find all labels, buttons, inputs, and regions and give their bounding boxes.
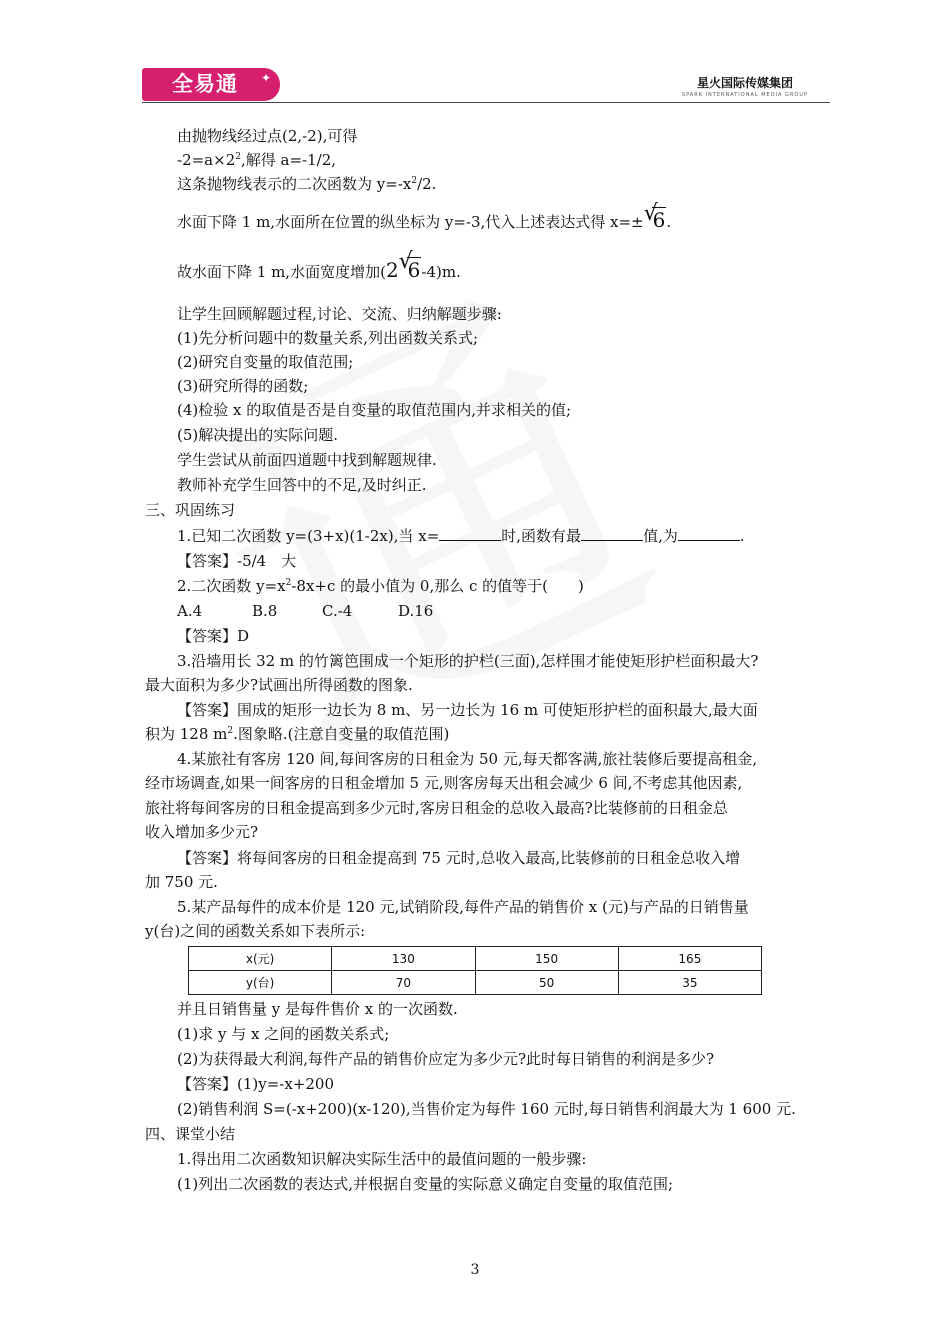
question-line: 1.已知二次函数 y=(3+x)(1-2x),当 x= 时,函数有最 值,为 . [177, 527, 745, 545]
text-line: (2)研究自变量的取值范围; [177, 353, 354, 371]
answer-blank [581, 526, 643, 541]
brand-logo-text: 全易通 [172, 72, 238, 96]
option-b: B.8 [252, 602, 278, 620]
text-line: $-2=a\times 2^2$,解得 a=-1/2, [177, 151, 337, 169]
sqrt-expression: 2 √ 6 [385, 249, 421, 282]
table-cell: x(元) [189, 947, 332, 971]
text-line: 1.得出用二次函数知识解决实际生活中的最值问题的一般步骤: [177, 1150, 587, 1168]
text-line: 水面下降 1 m,水面所在位置的纵坐标为 y=-3,代入上述表达式得 x=± √ 6. [177, 201, 672, 232]
text-line: (1)列出二次函数的表达式,并根据自变量的实际意义确定自变量的取值范围; [177, 1175, 674, 1193]
answer-line: 【答案】-5/4 大 [177, 552, 297, 570]
answer-line: 【答案】将每间客房的日租金提高到 75 元时,总收入最高,比装修前的日租金总收入增 [177, 849, 741, 867]
answer-line: 积为 128 $m^2$.图象略.(注意自变量的取值范围) [145, 725, 450, 743]
header-divider [142, 102, 830, 103]
text-line: 让学生回顾解题过程,讨论、交流、归纳解题步骤: [177, 305, 502, 323]
text-line: 由抛物线经过点(2,-2),可得 [177, 127, 358, 145]
table-row [189, 971, 762, 995]
answer-line: (2)销售利润 S=(-x+200)(x-120),当售价定为每件 160 元时,每日销售利润最大为 1 600 元. [177, 1100, 796, 1118]
text-line: (3)研究所得的函数; [177, 377, 309, 395]
brand-logo [142, 68, 280, 101]
publisher-subtitle: SPARK INTERNATIONAL MEDIA GROUP [681, 92, 808, 98]
question-line: 2.二次函数 $y=x^2-8x+c$ 的最小值为 0,那么 c 的值等于( ) [177, 577, 584, 595]
text-line: 学生尝试从前面四道题中找到解题规律. [177, 451, 437, 469]
table-cell: 35 [618, 971, 761, 995]
option-c: C.-4 [322, 602, 353, 620]
question-line: 旅社将每间客房的日租金提高到多少元时,客房日租金的总收入最高?比装修前的日租金总 [145, 799, 728, 817]
answer-blank [439, 526, 501, 541]
question-line: (2)为获得最大利润,每件产品的销售价应定为多少元?此时每日销售的利润是多少? [177, 1050, 715, 1068]
option-a: A.4 [177, 602, 203, 620]
table-cell: 130 [332, 947, 475, 971]
answer-line: 【答案】(1)y=-x+200 [177, 1075, 335, 1093]
table-cell: 50 [475, 971, 618, 995]
text-line: 并且日销售量 y 是每件售价 x 的一次函数. [177, 1000, 458, 1018]
table-cell: y(台) [189, 971, 332, 995]
publisher-name: 星火国际传媒集团 [696, 76, 793, 90]
question-line: 最大面积为多少?试画出所得函数的图象. [145, 676, 413, 694]
price-sales-table [188, 946, 762, 995]
answer-line: 加 750 元. [145, 873, 218, 891]
table-cell: 70 [332, 971, 475, 995]
answer-line: 【答案】围成的矩形一边长为 8 m、另一边长为 16 m 可使矩形护栏的面积最大,最大面 [177, 701, 758, 719]
publisher-logo [682, 74, 808, 98]
star-icon: ✦ [260, 71, 272, 85]
table-cell: 165 [618, 947, 761, 971]
table-row [189, 947, 762, 971]
text-line: 这条抛物线表示的二次函数为 $y=-x^2/2$. [177, 175, 437, 193]
text-line: (4)检验 x 的取值是否是自变量的取值范围内,并求相关的值; [177, 401, 572, 419]
page-number: 3 [470, 1262, 480, 1278]
answer-blank [678, 526, 740, 541]
option-d: D.16 [398, 602, 434, 620]
section-heading: 四、课堂小结 [145, 1125, 236, 1143]
text-line: (5)解决提出的实际问题. [177, 426, 339, 444]
question-line: 收入增加多少元? [145, 823, 259, 841]
question-line: 5.某产品每件的成本价是 120 元,试销阶段,每件产品的销售价 x (元)与产品的日销售量 [177, 898, 749, 916]
answer-line: 【答案】D [177, 627, 250, 645]
sqrt-expression: √ 6 [643, 201, 666, 232]
question-line: (1)求 y 与 x 之间的函数关系式; [177, 1025, 390, 1043]
section-heading: 三、巩固练习 [145, 501, 236, 519]
table-cell: 150 [475, 947, 618, 971]
text-line: (1)先分析问题中的数量关系,列出函数关系式; [177, 329, 479, 347]
question-line: 4.某旅社有客房 120 间,每间客房的日租金为 50 元,每天都客满,旅社装修后要提高租金, [177, 750, 758, 768]
options-line [177, 601, 433, 621]
text-line: 故水面下降 1 m,水面宽度增加(2 √ 6-4)m. [177, 249, 461, 282]
question-line: 经市场调查,如果一间客房的日租金增加 5 元,则客房每天出租会减少 6 间,不考虑其他因素, [145, 774, 743, 792]
question-line: y(台)之间的函数关系如下表所示: [145, 922, 366, 940]
question-line: 3.沿墙用长 32 m 的竹篱笆围成一个矩形的护栏(三面),怎样围才能使矩形护栏面积最大? [177, 652, 759, 670]
text-line: 教师补充学生回答中的不足,及时纠正. [177, 476, 427, 494]
